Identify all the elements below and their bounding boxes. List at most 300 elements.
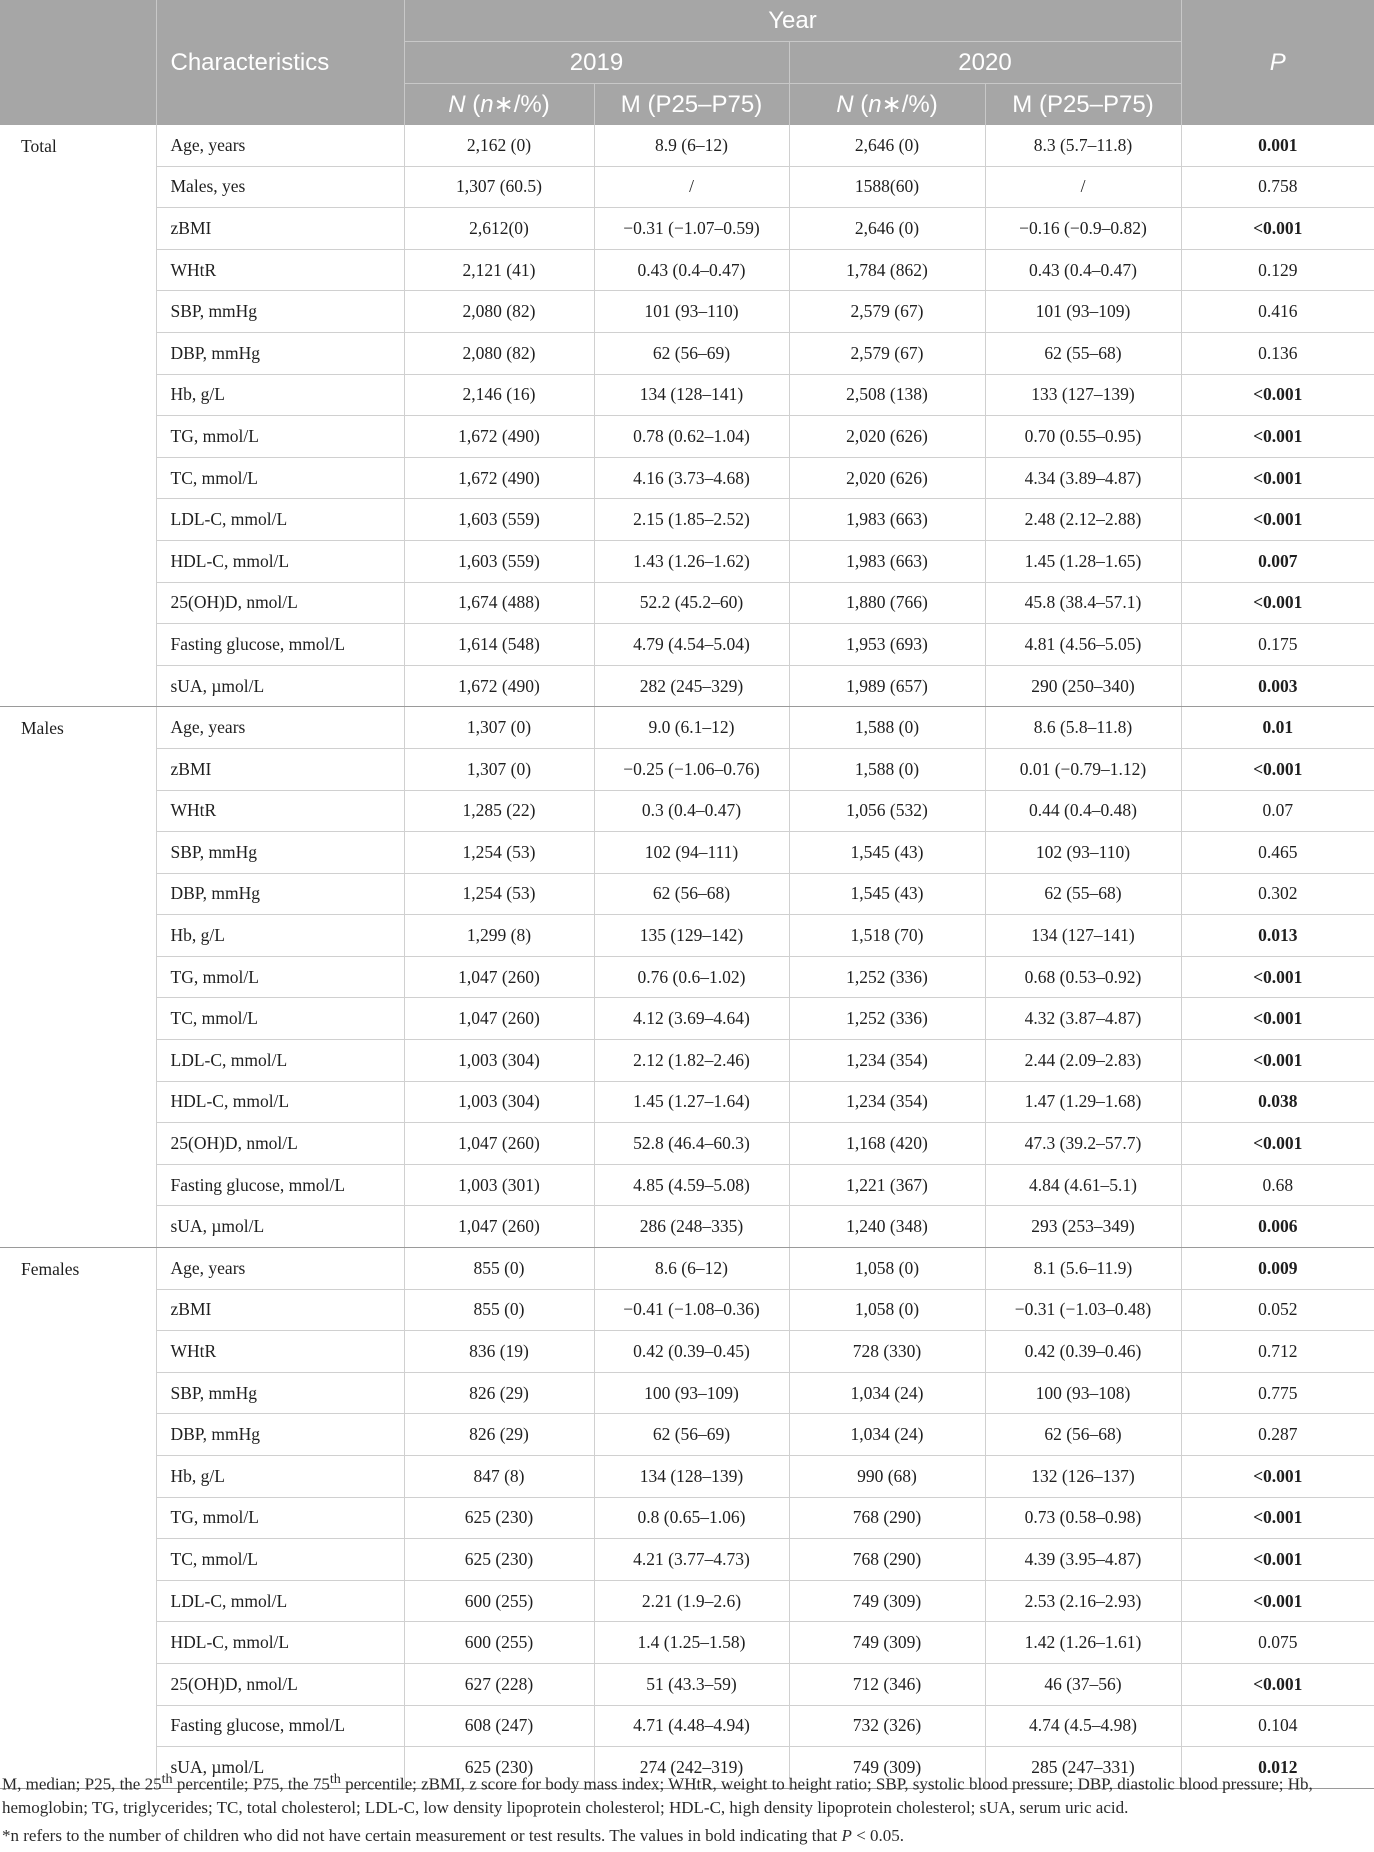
cell-n-2020: 1,252 (336): [789, 956, 985, 998]
cell-n-2019: 1,672 (490): [404, 665, 594, 707]
cell-median-2020: 293 (253–349): [985, 1206, 1181, 1248]
row-characteristic: WHtR: [156, 1331, 404, 1373]
table-row: [0, 291, 1374, 333]
cell-n-2020: 1,880 (766): [789, 582, 985, 624]
cell-p-value: <0.001: [1181, 457, 1374, 499]
cell-median-2020: 290 (250–340): [985, 665, 1181, 707]
cell-median-2019: 8.6 (6–12): [594, 1248, 789, 1290]
header-n-open: (: [860, 91, 869, 118]
row-characteristic: DBP, mmHg: [156, 873, 404, 915]
cell-n-2019: 1,285 (22): [404, 790, 594, 832]
cell-median-2020: −0.31 (−1.03–0.48): [985, 1289, 1181, 1331]
cell-p-value: <0.001: [1181, 1580, 1374, 1622]
cell-p-value: 0.68: [1181, 1164, 1374, 1206]
row-characteristic: Males, yes: [156, 166, 404, 208]
cell-n-2020: 1,983 (663): [789, 499, 985, 541]
row-characteristic: LDL-C, mmol/L: [156, 499, 404, 541]
cell-p-value: <0.001: [1181, 499, 1374, 541]
row-characteristic: Fasting glucose, mmol/L: [156, 624, 404, 666]
cell-n-2020: 712 (346): [789, 1663, 985, 1705]
group-label: Total: [0, 125, 156, 707]
row-characteristic: zBMI: [156, 208, 404, 250]
row-characteristic: Age, years: [156, 1248, 404, 1290]
table-row: [0, 832, 1374, 874]
cell-n-2020: 749 (309): [789, 1747, 985, 1789]
table-row: [0, 332, 1374, 374]
cell-p-value: 0.302: [1181, 873, 1374, 915]
cell-n-2020: 1,588 (0): [789, 707, 985, 749]
cell-median-2019: 0.76 (0.6–1.02): [594, 956, 789, 998]
row-characteristic: SBP, mmHg: [156, 291, 404, 333]
cell-n-2020: 990 (68): [789, 1456, 985, 1498]
cell-n-2020: 1,953 (693): [789, 624, 985, 666]
cell-n-2020: 1,240 (348): [789, 1206, 985, 1248]
cell-p-value: 0.465: [1181, 832, 1374, 874]
cell-p-value: 0.013: [1181, 915, 1374, 957]
row-characteristic: HDL-C, mmol/L: [156, 1081, 404, 1123]
cell-n-2019: 1,254 (53): [404, 832, 594, 874]
table-row: [0, 249, 1374, 291]
header-p-value: P: [1181, 0, 1374, 125]
cell-n-2019: 1,047 (260): [404, 998, 594, 1040]
cell-p-value: <0.001: [1181, 1123, 1374, 1165]
cell-median-2019: 2.21 (1.9–2.6): [594, 1580, 789, 1622]
cell-median-2020: 1.47 (1.29–1.68): [985, 1081, 1181, 1123]
cell-n-2020: 1,034 (24): [789, 1414, 985, 1456]
cell-median-2019: 4.79 (4.54–5.04): [594, 624, 789, 666]
cell-p-value: 0.009: [1181, 1248, 1374, 1290]
table-row: [0, 499, 1374, 541]
cell-median-2019: 2.15 (1.85–2.52): [594, 499, 789, 541]
cell-n-2019: 826 (29): [404, 1414, 594, 1456]
cell-n-2019: 1,003 (304): [404, 1081, 594, 1123]
table-row: [0, 956, 1374, 998]
cell-median-2020: 0.43 (0.4–0.47): [985, 249, 1181, 291]
cell-n-2019: 1,299 (8): [404, 915, 594, 957]
table-row: [0, 915, 1374, 957]
cell-median-2019: 135 (129–142): [594, 915, 789, 957]
cell-p-value: 0.07: [1181, 790, 1374, 832]
row-characteristic: HDL-C, mmol/L: [156, 1622, 404, 1664]
cell-n-2020: 749 (309): [789, 1622, 985, 1664]
cell-median-2019: 4.85 (4.59–5.08): [594, 1164, 789, 1206]
table-row: [0, 374, 1374, 416]
cell-p-value: <0.001: [1181, 998, 1374, 1040]
cell-p-value: 0.712: [1181, 1331, 1374, 1373]
header-characteristics: Characteristics: [156, 0, 404, 125]
cell-median-2019: 52.8 (46.4–60.3): [594, 1123, 789, 1165]
table-row: [0, 208, 1374, 250]
cell-n-2020: 1,168 (420): [789, 1123, 985, 1165]
cell-median-2020: 4.34 (3.89–4.87): [985, 457, 1181, 499]
cell-median-2019: 0.42 (0.39–0.45): [594, 1331, 789, 1373]
cell-median-2019: 0.8 (0.65–1.06): [594, 1497, 789, 1539]
cell-n-2019: 1,254 (53): [404, 873, 594, 915]
cell-median-2019: −0.25 (−1.06–0.76): [594, 748, 789, 790]
cell-n-2019: 2,612(0): [404, 208, 594, 250]
row-characteristic: WHtR: [156, 249, 404, 291]
row-characteristic: zBMI: [156, 1289, 404, 1331]
row-characteristic: TG, mmol/L: [156, 1497, 404, 1539]
cell-median-2019: −0.41 (−1.08–0.36): [594, 1289, 789, 1331]
row-characteristic: sUA, µmol/L: [156, 1747, 404, 1789]
cell-p-value: 0.006: [1181, 1206, 1374, 1248]
row-characteristic: 25(OH)D, nmol/L: [156, 1123, 404, 1165]
table-row: [0, 998, 1374, 1040]
cell-median-2019: 0.78 (0.62–1.04): [594, 416, 789, 458]
cell-median-2019: 1.4 (1.25–1.58): [594, 1622, 789, 1664]
table-row: [0, 1705, 1374, 1747]
cell-median-2019: 62 (56–68): [594, 873, 789, 915]
table-header: [0, 0, 1374, 125]
table-row: [0, 707, 1374, 749]
table-row: [0, 1497, 1374, 1539]
cell-median-2020: 8.1 (5.6–11.9): [985, 1248, 1181, 1290]
cell-n-2020: 1,058 (0): [789, 1289, 985, 1331]
cell-median-2020: 62 (55–68): [985, 873, 1181, 915]
header-year-2020: 2020: [789, 42, 1181, 84]
table-row: [0, 748, 1374, 790]
cell-n-2019: 1,003 (301): [404, 1164, 594, 1206]
cell-n-2019: 855 (0): [404, 1248, 594, 1290]
header-n-tail: /%): [901, 91, 938, 118]
cell-median-2020: 4.81 (4.56–5.05): [985, 624, 1181, 666]
cell-median-2019: 4.71 (4.48–4.94): [594, 1705, 789, 1747]
row-characteristic: TG, mmol/L: [156, 956, 404, 998]
cell-median-2019: 101 (93–110): [594, 291, 789, 333]
cell-n-2020: 1,221 (367): [789, 1164, 985, 1206]
cell-median-2020: 8.6 (5.8–11.8): [985, 707, 1181, 749]
table-row: [0, 1289, 1374, 1331]
cell-p-value: 0.007: [1181, 540, 1374, 582]
table-row: [0, 1580, 1374, 1622]
row-characteristic: Hb, g/L: [156, 915, 404, 957]
row-characteristic: zBMI: [156, 748, 404, 790]
cell-p-value: <0.001: [1181, 1040, 1374, 1082]
cell-median-2020: 133 (127–139): [985, 374, 1181, 416]
header-n-italic: n∗: [868, 91, 902, 118]
row-characteristic: LDL-C, mmol/L: [156, 1580, 404, 1622]
cell-n-2020: 2,579 (67): [789, 291, 985, 333]
cell-n-2019: 600 (255): [404, 1622, 594, 1664]
cell-p-value: 0.075: [1181, 1622, 1374, 1664]
cell-median-2019: 100 (93–109): [594, 1372, 789, 1414]
cell-median-2020: 2.48 (2.12–2.88): [985, 499, 1181, 541]
row-characteristic: TC, mmol/L: [156, 1539, 404, 1581]
cell-n-2019: 1,307 (0): [404, 707, 594, 749]
cell-median-2019: 62 (56–69): [594, 1414, 789, 1456]
row-characteristic: WHtR: [156, 790, 404, 832]
cell-n-2020: 728 (330): [789, 1331, 985, 1373]
row-characteristic: Fasting glucose, mmol/L: [156, 1705, 404, 1747]
cell-median-2020: 134 (127–141): [985, 915, 1181, 957]
cell-n-2019: 2,121 (41): [404, 249, 594, 291]
cell-n-2020: 1588(60): [789, 166, 985, 208]
cell-p-value: <0.001: [1181, 416, 1374, 458]
cell-n-2020: 1,588 (0): [789, 748, 985, 790]
cell-p-value: 0.003: [1181, 665, 1374, 707]
cell-n-2019: 1,603 (559): [404, 540, 594, 582]
cell-median-2019: 1.45 (1.27–1.64): [594, 1081, 789, 1123]
cell-n-2019: 600 (255): [404, 1580, 594, 1622]
cell-p-value: <0.001: [1181, 748, 1374, 790]
cell-p-value: 0.775: [1181, 1372, 1374, 1414]
cell-p-value: 0.038: [1181, 1081, 1374, 1123]
cell-n-2019: 847 (8): [404, 1456, 594, 1498]
cell-n-2019: 836 (19): [404, 1331, 594, 1373]
cell-median-2020: 4.84 (4.61–5.1): [985, 1164, 1181, 1206]
row-characteristic: SBP, mmHg: [156, 1372, 404, 1414]
cell-median-2020: /: [985, 166, 1181, 208]
cell-n-2020: 2,646 (0): [789, 208, 985, 250]
cell-p-value: <0.001: [1181, 208, 1374, 250]
cell-median-2020: 8.3 (5.7–11.8): [985, 125, 1181, 166]
cell-median-2020: 285 (247–331): [985, 1747, 1181, 1789]
cell-n-2019: 1,672 (490): [404, 416, 594, 458]
cell-median-2019: 286 (248–335): [594, 1206, 789, 1248]
table-row: [0, 582, 1374, 624]
cell-p-value: <0.001: [1181, 1497, 1374, 1539]
row-characteristic: sUA, µmol/L: [156, 1206, 404, 1248]
cell-n-2020: 768 (290): [789, 1497, 985, 1539]
table-row: [0, 1081, 1374, 1123]
cell-p-value: 0.001: [1181, 125, 1374, 166]
cell-n-2020: 1,056 (532): [789, 790, 985, 832]
cell-median-2020: 1.45 (1.28–1.65): [985, 540, 1181, 582]
cell-median-2020: 4.32 (3.87–4.87): [985, 998, 1181, 1040]
cell-p-value: 0.129: [1181, 249, 1374, 291]
cell-n-2019: 1,603 (559): [404, 499, 594, 541]
row-characteristic: LDL-C, mmol/L: [156, 1040, 404, 1082]
cell-p-value: 0.012: [1181, 1747, 1374, 1789]
table-row: [0, 873, 1374, 915]
cell-median-2020: 101 (93–109): [985, 291, 1181, 333]
cell-median-2019: 52.2 (45.2–60): [594, 582, 789, 624]
table-row: [0, 1539, 1374, 1581]
cell-median-2020: 0.01 (−0.79–1.12): [985, 748, 1181, 790]
header-m-2019: M (P25–P75): [594, 84, 789, 126]
cell-p-value: <0.001: [1181, 1663, 1374, 1705]
group-label: Females: [0, 1248, 156, 1789]
table-row: [0, 1164, 1374, 1206]
cell-n-2019: 2,080 (82): [404, 332, 594, 374]
cell-n-2020: 1,983 (663): [789, 540, 985, 582]
cell-n-2020: 2,646 (0): [789, 125, 985, 166]
cell-p-value: <0.001: [1181, 1539, 1374, 1581]
cell-n-2020: 1,545 (43): [789, 832, 985, 874]
table-row: [0, 1123, 1374, 1165]
row-characteristic: TG, mmol/L: [156, 416, 404, 458]
cell-p-value: <0.001: [1181, 374, 1374, 416]
row-characteristic: sUA, µmol/L: [156, 665, 404, 707]
cell-median-2020: 45.8 (38.4–57.1): [985, 582, 1181, 624]
cell-n-2020: 1,034 (24): [789, 1372, 985, 1414]
cell-n-2020: 768 (290): [789, 1539, 985, 1581]
table-row: [0, 1206, 1374, 1248]
cell-n-2019: 1,674 (488): [404, 582, 594, 624]
row-characteristic: 25(OH)D, nmol/L: [156, 582, 404, 624]
table-row: [0, 166, 1374, 208]
cell-median-2019: 8.9 (6–12): [594, 125, 789, 166]
cell-median-2020: 132 (126–137): [985, 1456, 1181, 1498]
table-row: [0, 1663, 1374, 1705]
cell-n-2020: 749 (309): [789, 1580, 985, 1622]
cell-n-2020: 1,058 (0): [789, 1248, 985, 1290]
cell-median-2020: 62 (55–68): [985, 332, 1181, 374]
footnote-missing-note: *n refers to the number of children who did not have certain measurement or test results. The values in bold indicating that P < 0.05.: [2, 1825, 905, 1845]
header-n-2020: N (n∗/%): [789, 84, 985, 126]
table-row: [0, 416, 1374, 458]
table-row: [0, 624, 1374, 666]
cell-n-2020: 732 (326): [789, 1705, 985, 1747]
cell-p-value: 0.287: [1181, 1414, 1374, 1456]
cell-n-2019: 1,307 (0): [404, 748, 594, 790]
cell-median-2019: 0.3 (0.4–0.47): [594, 790, 789, 832]
table-row: [0, 457, 1374, 499]
cell-n-2019: 1,672 (490): [404, 457, 594, 499]
cell-median-2019: 4.16 (3.73–4.68): [594, 457, 789, 499]
cell-median-2019: 4.12 (3.69–4.64): [594, 998, 789, 1040]
header-n-italic: n∗: [480, 91, 514, 118]
table-row: [0, 1040, 1374, 1082]
cell-median-2020: 46 (37–56): [985, 1663, 1181, 1705]
footnote-abbreviations: M, median; P25, the 25th percentile; P75, the 75th percentile; zBMI, z score for body mass index; WHtR, weight to height ratio; SBP, systolic blood pressure; DBP, diastolic blood pressure; Hb, hemoglobin; TG, triglycerides; TC, total cholesterol; LDL-C, low density lipoprotein cholesterol; HDL-C, high density lipoprotein cholesterol; sUA, serum uric acid.: [2, 1771, 1313, 1817]
cell-median-2019: 0.43 (0.4–0.47): [594, 249, 789, 291]
cell-median-2019: 134 (128–139): [594, 1456, 789, 1498]
cell-n-2019: 608 (247): [404, 1705, 594, 1747]
row-characteristic: DBP, mmHg: [156, 1414, 404, 1456]
table-body: [0, 125, 1374, 1788]
header-n-open: (: [472, 91, 481, 118]
cell-n-2019: 2,080 (82): [404, 291, 594, 333]
cell-median-2019: /: [594, 166, 789, 208]
row-characteristic: Age, years: [156, 125, 404, 166]
cell-n-2020: 1,234 (354): [789, 1040, 985, 1082]
cell-median-2019: 51 (43.3–59): [594, 1663, 789, 1705]
row-characteristic: Age, years: [156, 707, 404, 749]
group-label: Males: [0, 707, 156, 1248]
cell-n-2020: 1,234 (354): [789, 1081, 985, 1123]
header-group-blank: [0, 0, 156, 125]
cell-median-2020: 47.3 (39.2–57.7): [985, 1123, 1181, 1165]
cell-n-2019: 1,047 (260): [404, 1123, 594, 1165]
cell-median-2020: 62 (56–68): [985, 1414, 1181, 1456]
cell-median-2020: 0.68 (0.53–0.92): [985, 956, 1181, 998]
cell-p-value: <0.001: [1181, 582, 1374, 624]
cell-n-2020: 2,579 (67): [789, 332, 985, 374]
cell-n-2019: 1,307 (60.5): [404, 166, 594, 208]
cell-median-2019: 102 (94–111): [594, 832, 789, 874]
cell-n-2019: 2,162 (0): [404, 125, 594, 166]
cell-median-2020: 102 (93–110): [985, 832, 1181, 874]
cell-median-2020: 4.39 (3.95–4.87): [985, 1539, 1181, 1581]
header-year-2019: 2019: [404, 42, 789, 84]
cell-p-value: 0.136: [1181, 332, 1374, 374]
cell-p-value: 0.052: [1181, 1289, 1374, 1331]
header-m-2020: M (P25–P75): [985, 84, 1181, 126]
row-characteristic: TC, mmol/L: [156, 998, 404, 1040]
cell-n-2020: 2,508 (138): [789, 374, 985, 416]
table-footnotes: [0, 1768, 1374, 1852]
cell-n-2020: 1,989 (657): [789, 665, 985, 707]
cell-n-2020: 1,518 (70): [789, 915, 985, 957]
table-row: [0, 1248, 1374, 1290]
table-row: [0, 125, 1374, 166]
cell-n-2019: 625 (230): [404, 1539, 594, 1581]
row-characteristic: 25(OH)D, nmol/L: [156, 1663, 404, 1705]
row-characteristic: SBP, mmHg: [156, 832, 404, 874]
row-characteristic: TC, mmol/L: [156, 457, 404, 499]
cell-n-2020: 1,252 (336): [789, 998, 985, 1040]
cell-median-2019: −0.31 (−1.07–0.59): [594, 208, 789, 250]
cell-n-2019: 625 (230): [404, 1497, 594, 1539]
cell-p-value: 0.758: [1181, 166, 1374, 208]
cell-n-2019: 2,146 (16): [404, 374, 594, 416]
table-row: [0, 1456, 1374, 1498]
cell-n-2019: 625 (230): [404, 1747, 594, 1789]
cell-p-value: <0.001: [1181, 1456, 1374, 1498]
table-row: [0, 1622, 1374, 1664]
cell-median-2020: −0.16 (−0.9–0.82): [985, 208, 1181, 250]
cell-median-2020: 0.73 (0.58–0.98): [985, 1497, 1181, 1539]
cell-p-value: <0.001: [1181, 956, 1374, 998]
row-characteristic: Hb, g/L: [156, 1456, 404, 1498]
cell-median-2020: 4.74 (4.5–4.98): [985, 1705, 1181, 1747]
cell-p-value: 0.01: [1181, 707, 1374, 749]
cell-n-2019: 1,047 (260): [404, 956, 594, 998]
table-row: [0, 540, 1374, 582]
cell-median-2019: 2.12 (1.82–2.46): [594, 1040, 789, 1082]
table-row: [0, 790, 1374, 832]
cell-n-2019: 826 (29): [404, 1372, 594, 1414]
header-n-2019: N (n∗/%): [404, 84, 594, 126]
cell-median-2019: 9.0 (6.1–12): [594, 707, 789, 749]
cell-n-2019: 627 (228): [404, 1663, 594, 1705]
cell-median-2020: 2.53 (2.16–2.93): [985, 1580, 1181, 1622]
row-characteristic: Hb, g/L: [156, 374, 404, 416]
cell-median-2020: 0.42 (0.39–0.46): [985, 1331, 1181, 1373]
cell-median-2020: 0.44 (0.4–0.48): [985, 790, 1181, 832]
row-characteristic: HDL-C, mmol/L: [156, 540, 404, 582]
row-characteristic: DBP, mmHg: [156, 332, 404, 374]
cell-median-2020: 0.70 (0.55–0.95): [985, 416, 1181, 458]
cell-median-2020: 1.42 (1.26–1.61): [985, 1622, 1181, 1664]
cell-n-2019: 1,003 (304): [404, 1040, 594, 1082]
cell-p-value: 0.104: [1181, 1705, 1374, 1747]
cell-p-value: 0.175: [1181, 624, 1374, 666]
table-row: [0, 1414, 1374, 1456]
header-year: Year: [404, 0, 1181, 42]
row-characteristic: Fasting glucose, mmol/L: [156, 1164, 404, 1206]
cell-n-2019: 855 (0): [404, 1289, 594, 1331]
table-row: [0, 1331, 1374, 1373]
cell-n-2020: 2,020 (626): [789, 416, 985, 458]
cell-n-2019: 1,047 (260): [404, 1206, 594, 1248]
cell-median-2019: 62 (56–69): [594, 332, 789, 374]
table-row: [0, 1372, 1374, 1414]
cell-n-2020: 2,020 (626): [789, 457, 985, 499]
cell-n-2020: 1,784 (862): [789, 249, 985, 291]
table-row: [0, 665, 1374, 707]
header-n-tail: /%): [513, 91, 550, 118]
cell-median-2019: 134 (128–141): [594, 374, 789, 416]
cell-median-2019: 1.43 (1.26–1.62): [594, 540, 789, 582]
cell-n-2019: 1,614 (548): [404, 624, 594, 666]
cell-median-2020: 2.44 (2.09–2.83): [985, 1040, 1181, 1082]
cell-median-2019: 274 (242–319): [594, 1747, 789, 1789]
cell-median-2020: 100 (93–108): [985, 1372, 1181, 1414]
cell-median-2019: 282 (245–329): [594, 665, 789, 707]
